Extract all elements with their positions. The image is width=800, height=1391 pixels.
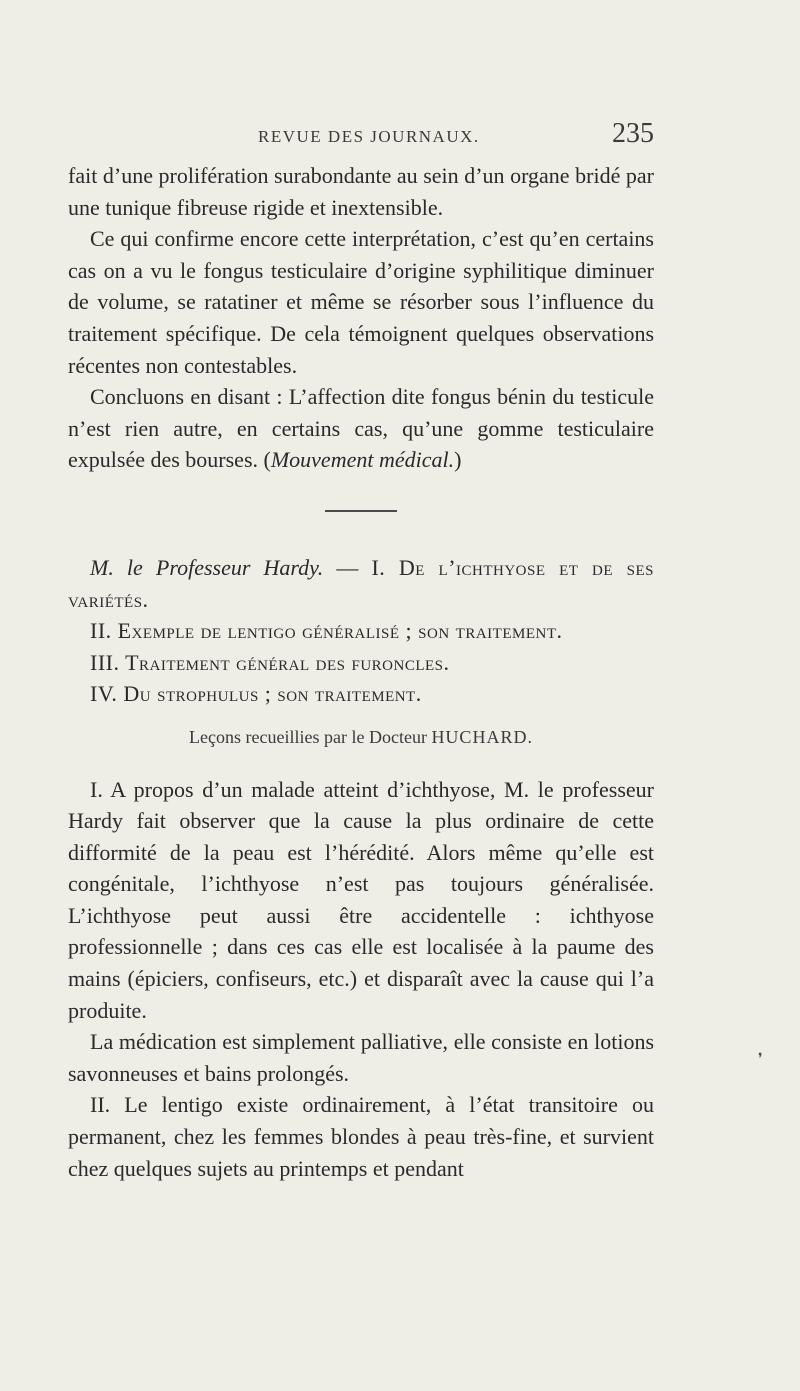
source-citation: Mouvement médical. (270, 447, 455, 473)
paragraph-2: Ce qui confirme encore cette interprétation, c’est qu’en certains cas on a vu le fongus testiculaire d’origine syphilitique diminuer de volume, se ratatiner et même se résorber sous l’influence du traitement spécifique. De cela témoignent quelques observations récentes non contestables. (68, 226, 654, 378)
section-paragraph-3: II. Le lentigo existe ordinairement, à l’état transitoire ou permanent, chez les femmes blondes à peau très-fine, et survient chez quelques sujets au printemps et pendant (68, 1092, 654, 1181)
lecture-dash: — (323, 554, 372, 580)
section-divider (325, 510, 397, 512)
lecture-item-3: III. Traitement général des furoncles. (90, 649, 450, 675)
lecture-heading (68, 552, 654, 710)
ink-mark: ❜ (758, 1052, 763, 1067)
lecture-item-1: I. De l’ichthyose et de ses variétés. (68, 554, 654, 612)
byline-prefix: Leçons recueillies par le Docteur (189, 726, 432, 747)
page-number: 235 (612, 118, 654, 149)
paragraph-1: fait d’une prolifération surabondante au sein d’un organe bridé par une tunique fibreuse rigide et inextensible. (68, 163, 654, 220)
paragraph-3 (68, 381, 654, 476)
paragraph-3-close: ) (454, 447, 462, 473)
lecture-item-4: IV. Du strophulus ; son traitement. (90, 681, 422, 707)
page-header (0, 118, 800, 158)
section-paragraph-1: I. A propos d’un malade atteint d’ichthyose, M. le professeur Hardy fait observer que la cause la plus ordinaire de cette difformité de la peau est l’hérédité. Alors même qu’elle est congénitale, l’ichthyose n’est pas toujours généralisée. L’ichthyose peut aussi être accidentelle : ichthyose professionnelle ; dans ces cas elle est localisée à la paume des mains (épiciers, confiseurs, etc.) et disparaît avec la cause qui l’a produite. (68, 776, 654, 1023)
lecture-heading-line-1 (68, 552, 654, 615)
paragraph-3-text: Concluons en disant : L’affection dite fongus bénin du testicule n’est rien autre, en certains cas, qu’une gomme testiculaire expulsée des bourses. ( (68, 384, 654, 473)
byline-name: HUCHARD. (431, 726, 533, 747)
section-paragraph-2: La médication est simplement palliative, elle consiste en lotions savonneuses et bains prolongés. (68, 1029, 654, 1086)
byline (68, 722, 654, 754)
lecture-item-2: II. Exemple de lentigo généralisé ; son traitement. (90, 618, 563, 644)
lecture-author: M. le Professeur Hardy. (90, 554, 324, 580)
body-text (68, 160, 654, 1184)
running-title: REVUE DES JOURNAUX. (258, 127, 480, 146)
